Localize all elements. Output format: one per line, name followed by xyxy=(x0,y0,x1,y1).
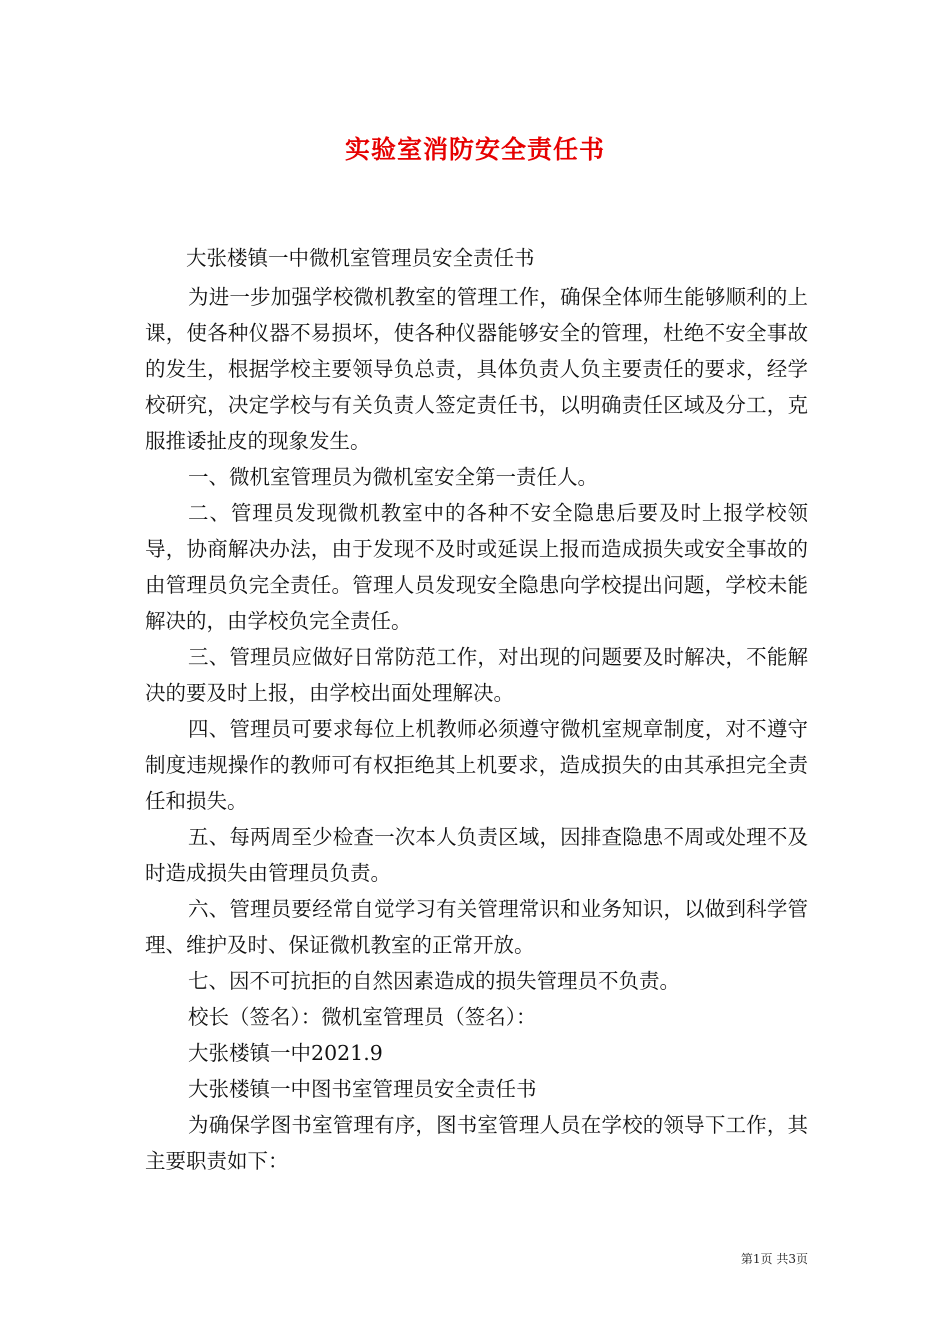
paragraph: 五、每两周至少检查一次本人负责区域，因排查隐患不周或处理不及时造成损失由管理员负责。 xyxy=(145,825,808,885)
page-number: 第1页 共3页 xyxy=(740,1252,808,1266)
date-line: 大张楼镇一中2021.9 xyxy=(188,1041,383,1065)
paragraph: 二、管理员发现微机教室中的各种不安全隐患后要及时上报学校领导，协商解决办法，由于发现不及时或延误上报而造成损失或安全事故的由管理员负完全责任。管理人员发现安全隐患向学校提出问题，学校未能解决的，由学校负完全责任。 xyxy=(145,501,808,633)
paragraph: 为进一步加强学校微机教室的管理工作，确保全体师生能够顺利的上课，使各种仪器不易损坏，使各种仪器能够安全的管理，杜绝不安全事故的发生，根据学校主要领导负总责，具体负责人负主要责任的要求，经学校研究，决定学校与有关负责人签定责任书，以明确责任区域及分工，克服推诿扯皮的现象发生。 xyxy=(145,285,808,453)
paragraph: 为确保学图书室管理有序，图书室管理人员在学校的领导下工作，其主要职责如下： xyxy=(145,1113,808,1173)
document-body xyxy=(145,240,808,1179)
paragraph: 四、管理员可要求每位上机教师必须遵守微机室规章制度，对不遵守制度违规操作的教师可有权拒绝其上机要求，造成损失的由其承担完全责任和损失。 xyxy=(145,717,808,813)
paragraph: 一、微机室管理员为微机室安全第一责任人。 xyxy=(188,465,599,489)
paragraph: 三、管理员应做好日常防范工作，对出现的问题要及时解决，不能解决的要及时上报，由学校出面处理解决。 xyxy=(145,645,808,705)
document-title: 实验室消防安全责任书 xyxy=(344,135,605,164)
paragraph-heading: 大张楼镇一中图书室管理员安全责任书 xyxy=(188,1077,537,1101)
paragraph: 六、管理员要经常自觉学习有关管理常识和业务知识，以做到科学管理、维护及时、保证微机教室的正常开放。 xyxy=(145,897,808,957)
paragraph: 七、因不可抗拒的自然因素造成的损失管理员不负责。 xyxy=(188,969,681,993)
paragraph-heading: 大张楼镇一中微机室管理员安全责任书 xyxy=(186,246,535,270)
signature-line: 校长（签名）：微机室管理员（签名）： xyxy=(188,1005,537,1029)
